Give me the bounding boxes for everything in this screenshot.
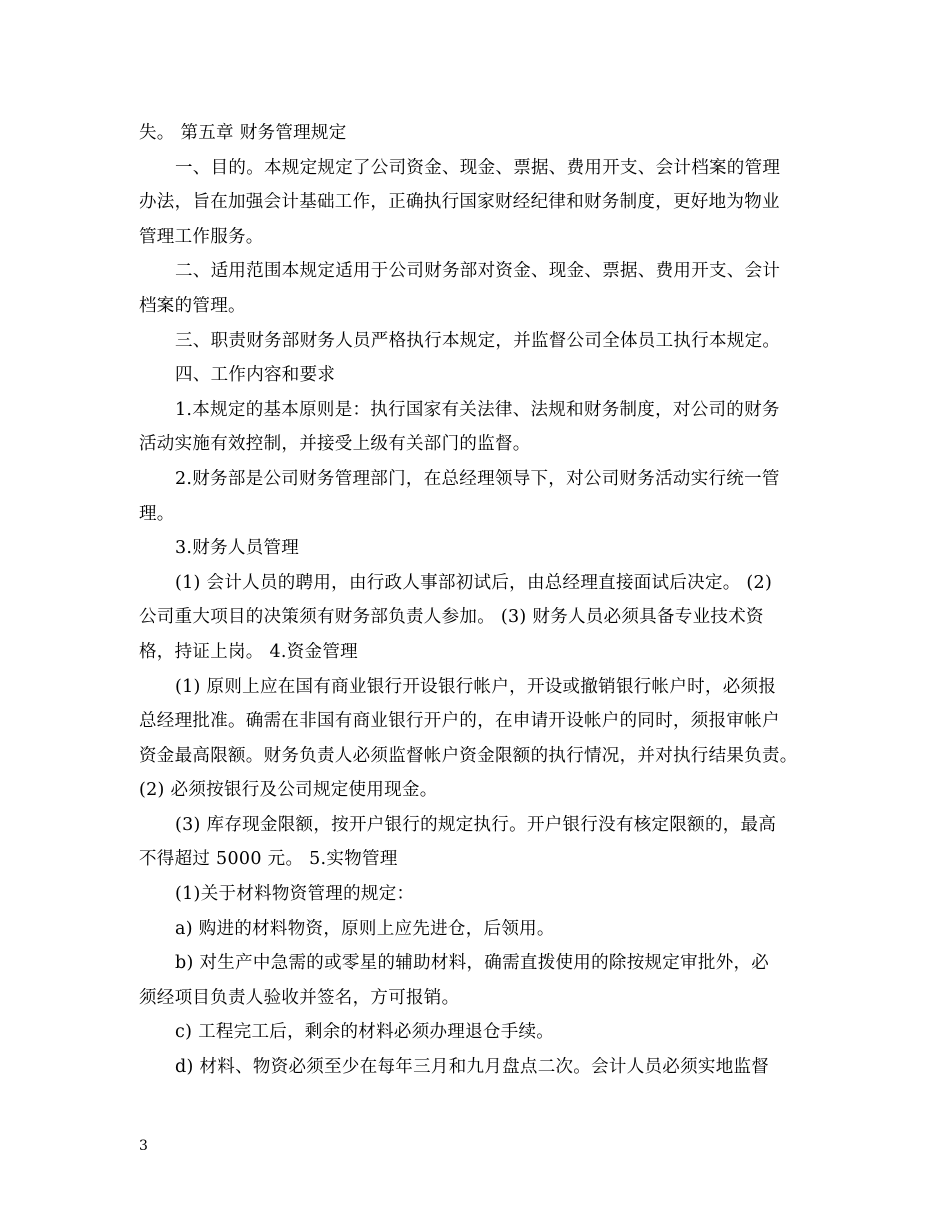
text-line: 公司重大项目的决策须有财务部负责人参加。 (3) 财务人员必须具备专业技术资 — [139, 607, 764, 628]
text-line: 总经理批准。确需在非国有商业银行开户的，在申请开设帐户的同时，须报审帐户 — [139, 711, 780, 732]
text-line: d) 材料、物资必须至少在每年三月和九月盘点二次。会计人员必须实地监督 — [175, 1057, 770, 1078]
text-line: 一、目的。本规定规定了公司资金、现金、票据、费用开支、会计档案的管理 — [175, 157, 781, 178]
text-line: 2.财务部是公司财务管理部门，在总经理领导下，对公司财务活动实行统一管 — [175, 468, 780, 489]
text-line: 档案的管理。 — [139, 295, 246, 316]
text-line: 三、职责财务部财务人员严格执行本规定，并监督公司全体员工执行本规定。 — [175, 330, 781, 351]
text-line: c) 工程完工后，剩余的材料必须办理退仓手续。 — [175, 1022, 555, 1043]
page-number: 3 — [139, 1138, 148, 1154]
text-line: 活动实施有效控制，并接受上级有关部门的监督。 — [139, 434, 531, 455]
text-line: b) 对生产中急需的或零星的辅助材料，确需直拨使用的除按规定审批外，必 — [175, 953, 770, 974]
text-line: 3.财务人员管理 — [175, 538, 300, 559]
text-line: 不得超过 5000 元。 5.实物管理 — [139, 849, 398, 870]
text-line: (1) 原则上应在国有商业银行开设银行帐户，开设或撤销银行帐户时，必须报 — [175, 676, 777, 697]
text-line: 资金最高限额。财务负责人必须监督帐户资金限额的执行情况，并对执行结果负责。 — [139, 745, 798, 766]
text-line: 1.本规定的基本原则是：执行国家有关法律、法规和财务制度，对公司的财务 — [175, 399, 780, 420]
document-body — [139, 116, 811, 1085]
text-line: 办法，旨在加强会计基础工作，正确执行国家财经纪律和财务制度，更好地为物业 — [139, 192, 780, 213]
text-line: (1)关于材料物资管理的规定： — [175, 884, 415, 905]
text-line: (2) 必须按银行及公司规定使用现金。 — [139, 780, 438, 801]
text-line: 理。 — [139, 503, 175, 524]
text-line: a) 购进的材料物资，原则上应先进仓，后领用。 — [175, 918, 555, 939]
text-line: 四、工作内容和要求 — [175, 365, 336, 386]
text-line: 须经项目负责人验收并签名，方可报销。 — [139, 987, 460, 1008]
text-line: 格，持证上岗。 4.资金管理 — [139, 641, 358, 662]
text-line: (3) 库存现金限额，按开户银行的规定执行。开户银行没有核定限额的，最高 — [175, 814, 777, 835]
text-line: (1) 会计人员的聘用，由行政人事部初试后，由总经理直接面试后决定。 (2) — [175, 572, 773, 593]
text-line: 二、适用范围本规定适用于公司财务部对资金、现金、票据、费用开支、会计 — [175, 261, 781, 282]
text-line: 失。 第五章 财务管理规定 — [139, 123, 347, 143]
text-line: 管理工作服务。 — [139, 226, 264, 247]
